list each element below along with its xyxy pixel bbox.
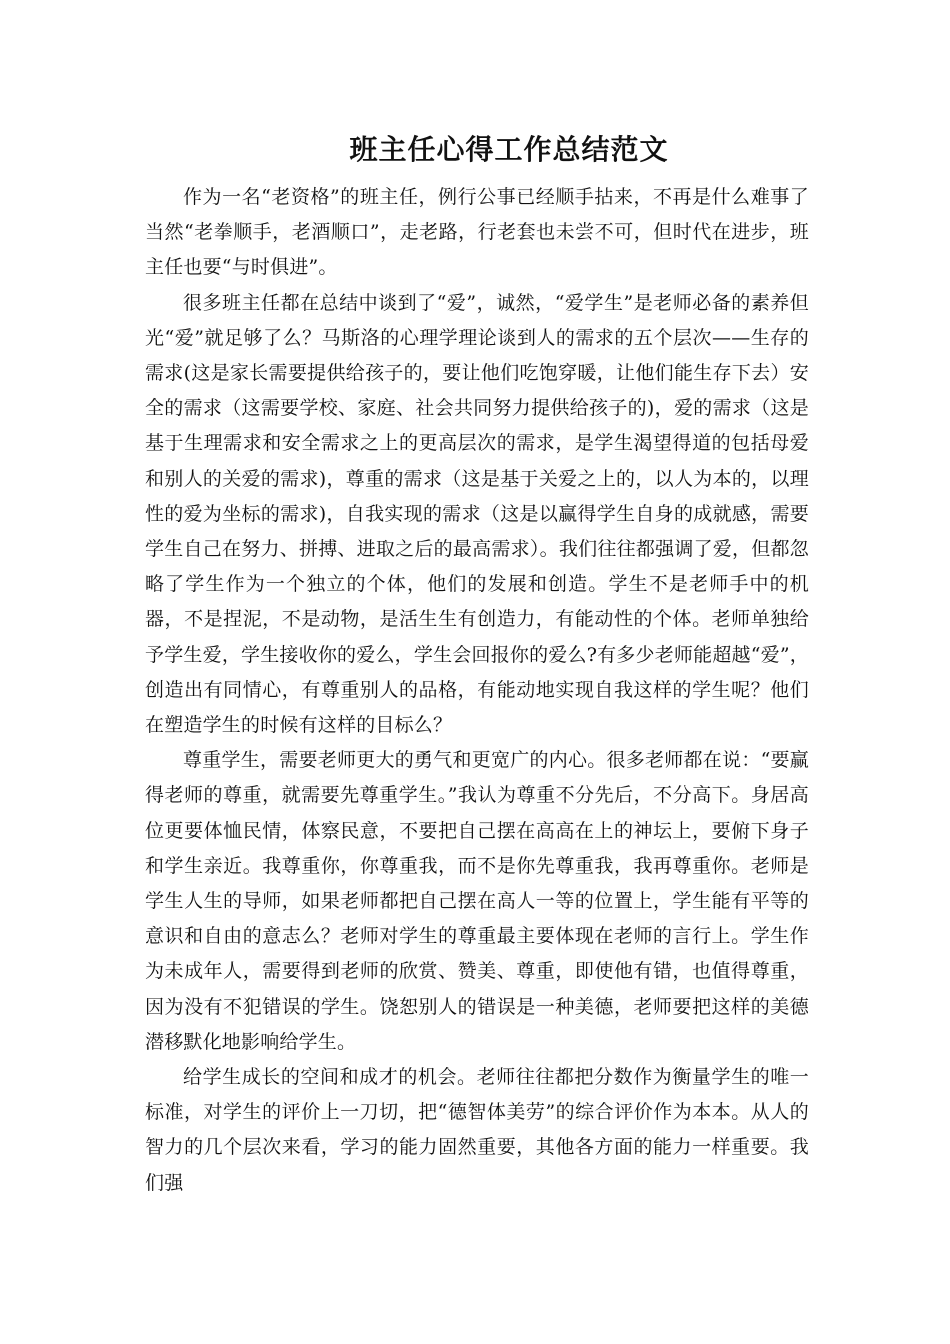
paragraph-4: 给学生成长的空间和成才的机会。老师往往都把分数作为衡量学生的唯一标准，对学生的评价上一刀切，把“德智体美劳”的综合评价作为本本。从人的智力的几个层次来看，学习的能力固然重要，其他各方面的能力一样重要。我们强 [145, 1066, 809, 1194]
paragraph-2: 很多班主任都在总结中谈到了“爱”，诚然，“爱学生”是老师必备的素养但光“爱”就足够了么？马斯洛的心理学理论谈到人的需求的五个层次——生存的需求(这是家长需要提供给孩子的，要让他们吃饱穿暖，让他们能生存下去）安全的需求（这需要学校、家庭、社会共同努力提供给孩子的)，爱的需求（这是基于生理需求和安全需求之上的更高层次的需求，是学生渴望得道的包括母爱和别人的关爱的需求)，尊重的需求（这是基于关爱之上的，以人为本的，以理性的爱为坐标的需求)，自我实现的需求（这是以赢得学生自身的成就感，需要学生自己在努力、拼搏、进取之后的最高需求）。我们往往都强调了爱，但都忽略了学生作为一个独立的个体，他们的发展和创造。学生不是老师手中的机器，不是捏泥，不是动物，是活生生有创造力，有能动性的个体。老师单独给予学生爱，学生接收你的爱么，学生会回报你的爱么?有多少老师能超越“爱”，创造出有同情心，有尊重别人的品格，有能动地实现自我这样的学生呢？他们在塑造学生的时候有这样的目标么？ [145, 291, 809, 737]
document-title: 班主任心得工作总结范文 [349, 133, 669, 166]
paragraph-1: 作为一名“老资格”的班主任，例行公事已经顺手拈来，不再是什么难事了当然“老拳顺手，老酒顺口”，走老路，行老套也未尝不可，但时代在进步，班主任也要“与时俱进”。 [145, 186, 809, 279]
paragraph-3: 尊重学生，需要老师更大的勇气和更宽广的内心。很多老师都在说：“要赢得老师的尊重，就需要先尊重学生。”我认为尊重不分先后，不分高下。身居高位更要体恤民情，体察民意，不要把自己摆在高高在上的神坛上，要俯下身子和学生亲近。我尊重你，你尊重我，而不是你先尊重我，我再尊重你。老师是学生人生的导师，如果老师都把自己摆在高人一等的位置上，学生能有平等的意识和自由的意志么？老师对学生的尊重最主要体现在老师的言行上。学生作为未成年人，需要得到老师的欣赏、赞美、尊重，即使他有错，也值得尊重，因为没有不犯错误的学生。饶恕别人的错误是一种美德，老师要把这样的美德潜移默化地影响给学生。 [145, 749, 809, 1053]
document-body [145, 180, 809, 1201]
